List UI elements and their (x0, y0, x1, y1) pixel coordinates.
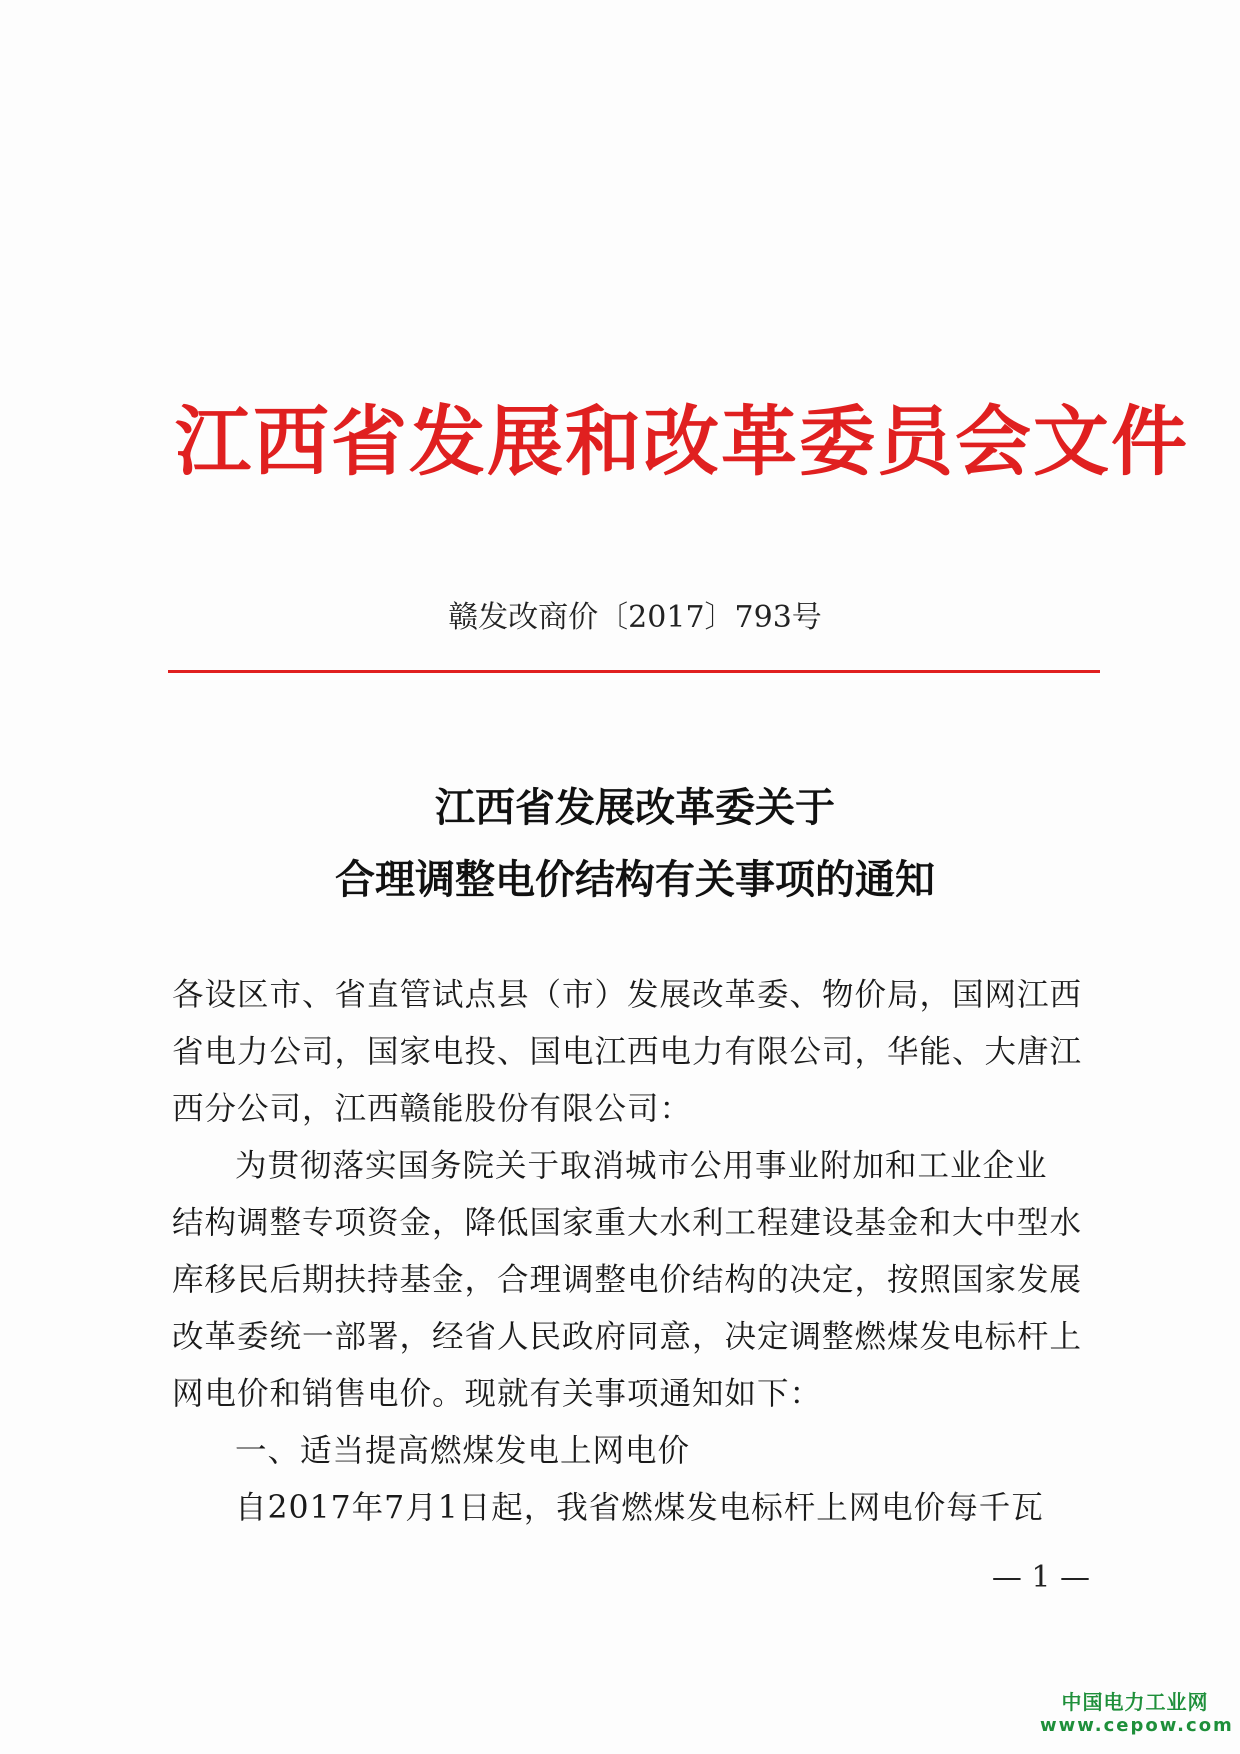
paragraph-line-5: 网电价和销售电价。现就有关事项通知如下： (172, 1376, 823, 1412)
addressee-line-3: 西分公司，江西赣能股份有限公司： (172, 1091, 693, 1127)
watermark-url: www.cepow.com (1040, 1715, 1234, 1736)
page-number: — 1 — (991, 1560, 1090, 1595)
section-text-line-1: 自2017年7月1日起，我省燃煤发电标杆上网电价每千瓦 (235, 1490, 1044, 1526)
section-heading: 一、适当提高燃煤发电上网电价 (235, 1433, 691, 1469)
document-number: 赣发改商价〔2017〕793号 (448, 600, 822, 635)
addressee-line-1: 各设区市、省直管试点县（市）发展改革委、物价局，国网江西 (172, 977, 1083, 1013)
issuer-title: 江西省发展和改革委员会文件 (175, 397, 1189, 486)
paragraph-line-2: 结构调整专项资金，降低国家重大水利工程建设基金和大中型水 (172, 1205, 1083, 1241)
notice-title-line-1: 江西省发展改革委关于 (435, 784, 835, 831)
watermark (1040, 1690, 1234, 1738)
paragraph-line-4: 改革委统一部署，经省人民政府同意，决定调整燃煤发电标杆上 (172, 1319, 1083, 1355)
paragraph-line-1: 为贯彻落实国务院关于取消城市公用事业附加和工业企业 (235, 1148, 1048, 1184)
addressee-line-2: 省电力公司，国家电投、国电江西电力有限公司，华能、大唐江 (172, 1034, 1083, 1070)
notice-title-line-2: 合理调整电价结构有关事项的通知 (335, 856, 935, 903)
paragraph-line-3: 库移民后期扶持基金，合理调整电价结构的决定，按照国家发展 (172, 1262, 1083, 1298)
watermark-name: 中国电力工业网 (1061, 1690, 1209, 1714)
red-separator-line (168, 670, 1100, 673)
